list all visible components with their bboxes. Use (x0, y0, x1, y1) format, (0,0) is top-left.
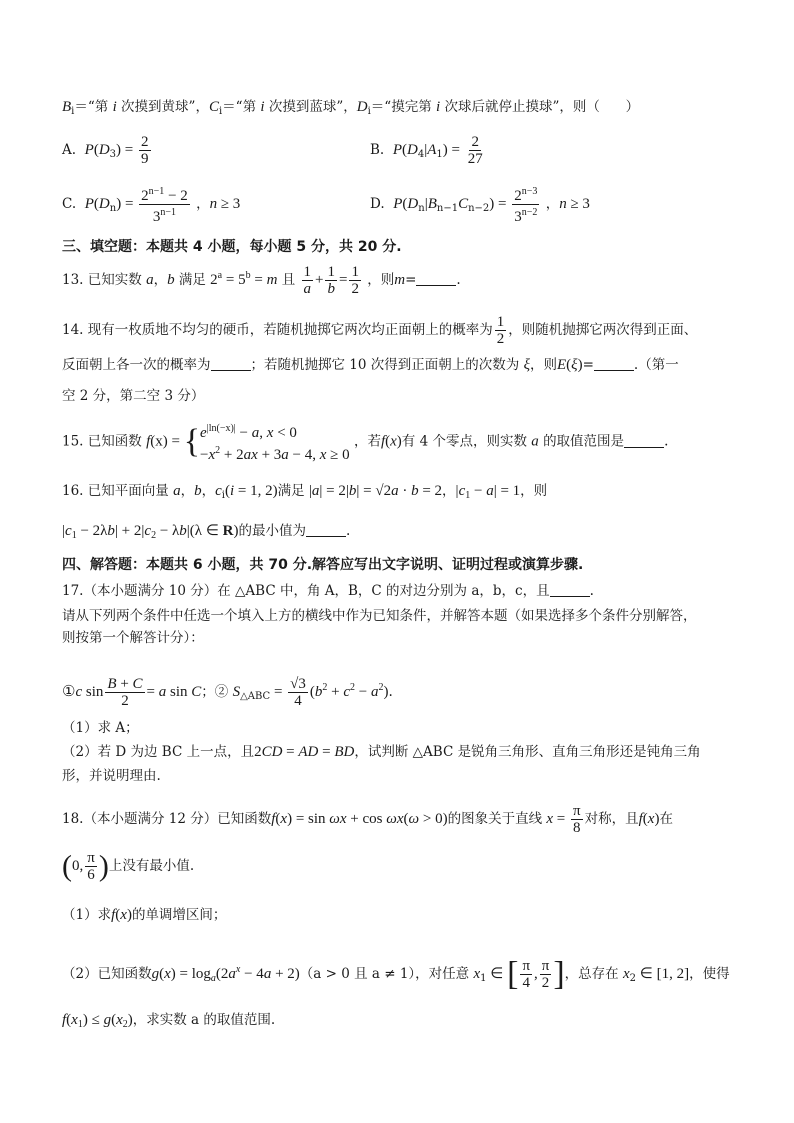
q13: 13. 已知实数 a，b 满足 $2^a = 5^b = m$ 且 $\frac{1}{a}$ + $\frac{1}{b}$ = $\frac{1}{2}$ ，则m= . (62, 264, 461, 297)
q15: 15. 已知函数 f(x) = { $e^{|ln(-x)|} - a$, x < 0 $-x^2 + 2ax + 3a - 4$, x ≥ 0 ，若f(x)有 4 个零点，则实数 a 的取值范围是 . (62, 423, 669, 463)
q18-part1: （1）求f(x)的单调增区间； (62, 907, 227, 923)
q17-part2a: （2）若 D 为边 BC 上一点，且2CD = AD = BD，试判断 △ABC 是锐角三角形、直角三角形还是钝角三角 (62, 744, 701, 760)
q17-instr2: 则按第一个解答计分）： (62, 630, 204, 646)
q17-instr1: 请从下列两个条件中任选一个填入上方的横线中作为已知条件，并解答本题（如果选择多个条件分别解答， (62, 608, 697, 624)
q14-line2: 反面朝上各一次的概率为 ；若随机抛掷它 10 次得到正面朝上的次数为 ξ，则E(ξ)= .（第一 (62, 357, 679, 373)
section4-title: 四、解答题：本题共 6 小题，共 70 分.解答应写出文字说明、证明过程或演算步骤. (62, 557, 584, 573)
q18-part3: $f(x_1) \le g(x_2)$，求实数 a 的取值范围. (62, 1012, 276, 1030)
q12-option-c: C. $P(D_n)$ = $\frac{2^{n-1} - 2}{3^{n-1}}$ ，n ≥ 3 (62, 186, 241, 225)
q18-part2: （2）已知函数$g(x) = \log_a(2a^x - 4a + 2)(a > 0$ 且 a ≠ 1），对任意 $x_1$ ∈ [ $\frac{\pi}{4}$ , $\frac{\pi}{2}$ ]，总存在 $x_2$ ∈ [1, 2]，使得 (62, 955, 730, 993)
q17-header: 17.（本小题满分 10 分）在 △ABC 中，角 A，B，C 的对边分别为 a，b，c，且 . (62, 583, 594, 599)
q17-part1: （1）求 A； (62, 720, 139, 736)
q14-line3: 空 2 分，第二空 3 分） (62, 388, 205, 404)
q14-line1: 14. 现有一枚质地不均匀的硬币，若随机抛掷它两次均正面朝上的概率为 $\frac{1}{2}$ ，则随机抛掷它两次得到正面、 (62, 314, 698, 347)
q13-answer-blank[interactable] (416, 271, 456, 286)
q17-conditions: ①c sin $\frac{B + C}{2}$ = a sin C；② $S_{\triangle ABC}$ = $\frac{√3}{4}$ $(b^2 + c^2 - a^2)$. (62, 676, 393, 709)
q12-option-a: A. $P(D_3)$ = $\frac{2}{9}$ (62, 134, 149, 167)
q14-answer-blank-2[interactable] (594, 356, 634, 371)
q16-answer-blank[interactable] (306, 522, 346, 537)
q14-answer-blank-1[interactable] (211, 356, 251, 371)
q16-line2: $|c_1 - 2\lambda b| + 2|c_2 - \lambda b|(\lambda$ ∈ R)的最小值为 . (62, 523, 351, 541)
q16-line1: 16. 已知平面向量 a，b，$c_i(i = 1$, 2)满足 |a| = 2|b| = √2a · b = 2，$|c_1 - a| = 1$，则 (62, 483, 548, 501)
q17-part2c: 形，并说明理由. (62, 768, 161, 784)
q18-header: 18.（本小题满分 12 分）已知函数f(x) = sin ωx + cos ωx(ω > 0)的图象关于直线 x = $\frac{\pi}{8}$ 对称，且f(x)在 (62, 803, 673, 836)
q12-option-d: D. $P(D_n|B_{n-1}C_{n-2})$ = $\frac{2^{n-3}}{3^{n-2}}$ ，n ≥ 3 (370, 186, 590, 225)
section3-title: 三、填空题：本题共 4 小题，每小题 5 分，共 20 分. (62, 239, 402, 255)
q12-option-b: B. $P(D_4|A_1)$ = $\frac{2}{27}$ (370, 134, 483, 167)
q15-answer-blank[interactable] (624, 433, 664, 448)
q17-condition-blank[interactable] (550, 582, 590, 597)
q18-line2: (0, $\frac{\pi}{6}$ )上没有最小值. (62, 849, 195, 883)
q12-intro: $B_i=“$第 i 次摸到黄球”，$C_i=“$第 i 次摸到蓝球”，$D_i=“$摸完第 i 次球后就停止摸球”，则（ ） (62, 99, 640, 117)
